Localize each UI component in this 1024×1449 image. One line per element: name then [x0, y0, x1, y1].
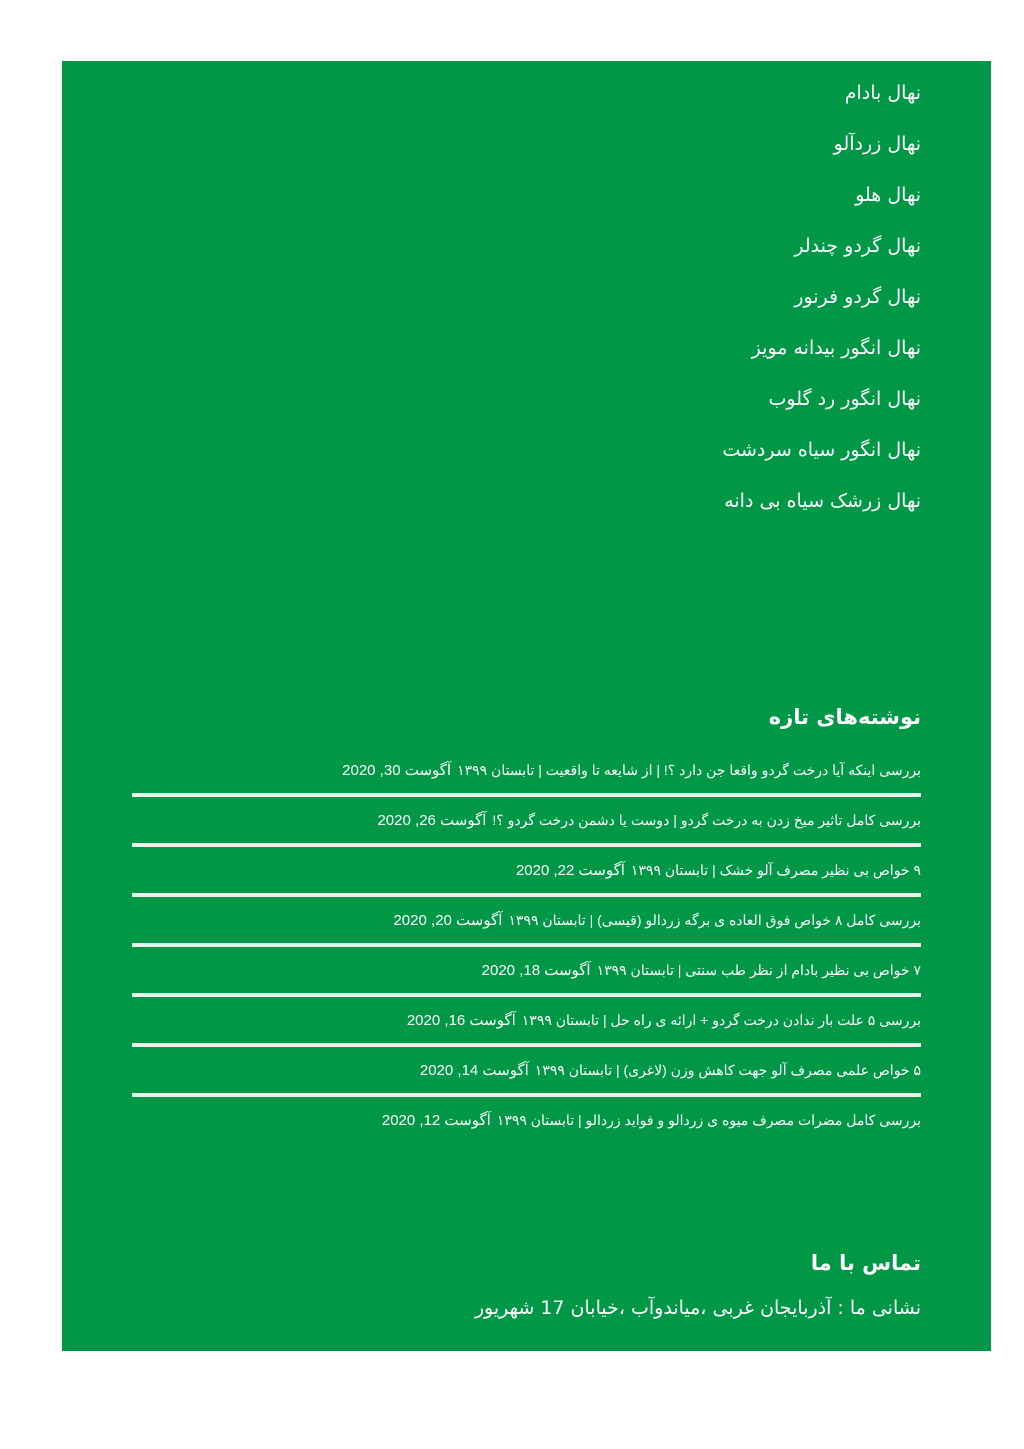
list-item	[221, 383, 921, 434]
list-item	[221, 485, 921, 536]
post-date: آگوست 26, 2020	[377, 812, 487, 829]
post-title-link[interactable]: ۹ خواص بی نظیر مصرف آلو خشک | تابستان ۱۳۹۹	[630, 861, 921, 878]
product-link-grape-black-sardasht[interactable]: نهال انگور سیاه سردشت	[722, 439, 921, 461]
post-date: آگوست 20, 2020	[393, 912, 503, 929]
footer-widgets-panel	[62, 61, 991, 1351]
list-item	[221, 332, 921, 383]
list-item	[132, 997, 921, 1047]
post-date: آگوست 22, 2020	[515, 862, 625, 879]
product-link-almond[interactable]: نهال بادام	[844, 82, 921, 104]
post-date: آگوست 30, 2020	[342, 762, 452, 779]
post-date: آگوست 14, 2020	[419, 1062, 529, 1079]
list-item	[132, 797, 921, 847]
product-link-grape-red-globe[interactable]: نهال انگور رد گلوب	[768, 388, 921, 410]
post-title-link[interactable]: بررسی کامل مضرات مصرف میوه ی زردالو و فواید زردالو | تابستان ۱۳۹۹	[496, 1111, 921, 1128]
list-item	[221, 281, 921, 332]
recent-posts-heading: نوشته‌های تازه	[768, 705, 921, 729]
list-item	[221, 230, 921, 281]
recent-posts-list	[132, 747, 921, 1143]
post-title-link[interactable]: بررسی کامل تاثیر میخ زدن به درخت گردو | دوست یا دشمن درخت گردو ؟!	[492, 811, 921, 828]
post-title-link[interactable]: ۵ خواص علمی مصرف آلو جهت کاهش وزن (لاغری) | تابستان ۱۳۹۹	[534, 1061, 921, 1078]
post-title-link[interactable]: بررسی اینکه آیا درخت گردو واقعا جن دارد ؟! | از شایعه تا واقعیت | تابستان ۱۳۹۹	[457, 761, 921, 778]
post-date: آگوست 18, 2020	[481, 962, 591, 979]
contact-heading: تماس با ما	[810, 1251, 921, 1275]
product-link-walnut-fernor[interactable]: نهال گردو فرنور	[794, 286, 921, 308]
list-item	[132, 1047, 921, 1097]
list-item	[132, 847, 921, 897]
list-item	[132, 747, 921, 797]
product-links-list	[221, 77, 921, 536]
product-link-peach[interactable]: نهال هلو	[855, 184, 921, 206]
post-title-link[interactable]: ۷ خواص بی نظیر بادام از نظر طب سنتی | تابستان ۱۳۹۹	[596, 961, 921, 978]
list-item	[132, 1097, 921, 1143]
list-item	[132, 897, 921, 947]
product-link-walnut-chandler[interactable]: نهال گردو چندلر	[794, 235, 921, 257]
post-title-link[interactable]: بررسی ۵ علت بار ندادن درخت گردو + ارائه ی راه حل | تابستان ۱۳۹۹	[521, 1011, 921, 1028]
contact-address: نشانی ما : آذربایجان غربی ،میاندوآب ،خیابان 17 شهریور	[474, 1297, 921, 1319]
post-date: آگوست 16, 2020	[406, 1012, 516, 1029]
product-link-grape-seedless-raisin[interactable]: نهال انگور بیدانه مویز	[751, 337, 921, 359]
post-title-link[interactable]: بررسی کامل ۸ خواص فوق العاده ی برگه زردالو (قیسی) | تابستان ۱۳۹۹	[508, 911, 921, 928]
post-date: آگوست 12, 2020	[381, 1112, 491, 1129]
list-item	[221, 128, 921, 179]
list-item	[221, 179, 921, 230]
product-link-apricot[interactable]: نهال زردآلو	[833, 133, 921, 155]
list-item	[221, 434, 921, 485]
list-item	[221, 77, 921, 128]
list-item	[132, 947, 921, 997]
product-link-seedless-black-barberry[interactable]: نهال زرشک سیاه بی دانه	[724, 490, 921, 512]
